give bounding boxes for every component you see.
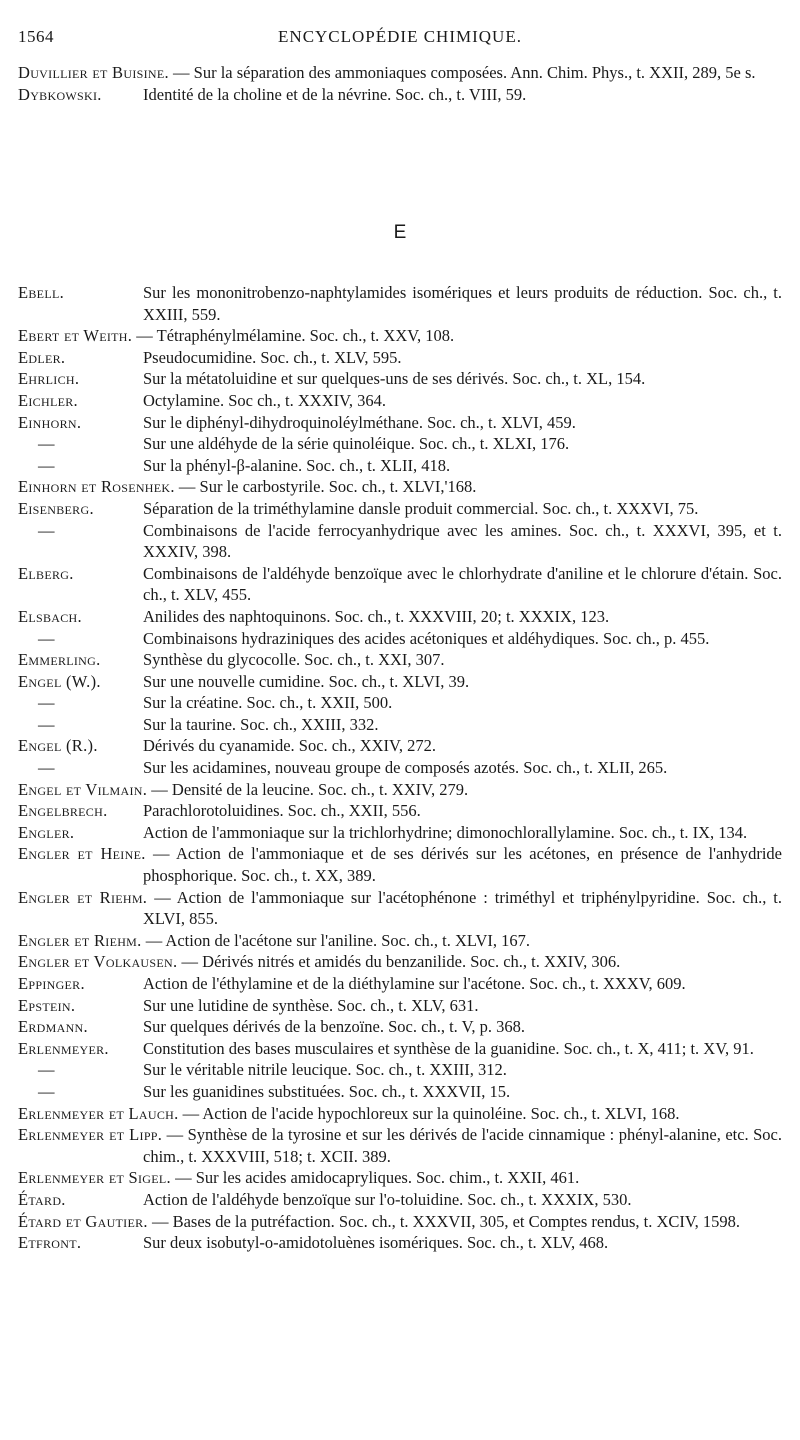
entry-author: Erlenmeyer et Sigel. bbox=[18, 1168, 171, 1188]
bibliography-entry bbox=[18, 995, 782, 1017]
page-number: 1564 bbox=[18, 27, 54, 46]
entry-text: Sur les acidamines, nouveau groupe de composés azotés. Soc. ch., t. XLII, 265. bbox=[143, 758, 668, 778]
bibliography-entry bbox=[18, 325, 782, 347]
bibliography-entry bbox=[18, 1081, 782, 1103]
bibliography-entry bbox=[18, 282, 782, 325]
bibliography-entry bbox=[18, 455, 782, 477]
entry-text: Sur le véritable nitrile leucique. Soc. ch., t. XXIII, 312. bbox=[143, 1060, 507, 1080]
entry-author: Ebert et Weith. bbox=[18, 326, 133, 346]
entry-author: Edler. bbox=[18, 347, 66, 367]
entry-author: Erlenmeyer et Lipp. bbox=[18, 1125, 163, 1145]
ditto-dash: — bbox=[38, 628, 55, 648]
entry-text: Combinaisons de l'acide ferrocyanhydrique avec les amines. Soc. ch., t. XXXVI, 395, et t. XXXIV, 398. bbox=[143, 520, 782, 562]
entry-text: Sur le diphényl-dihydroquinoléylméthane. Soc. ch., t. XLVI, 459. bbox=[143, 412, 576, 432]
entry-text: Séparation de la triméthylamine dansle produit commercial. Soc. ch., t. XXXVI, 75. bbox=[143, 498, 699, 518]
entry-text: Sur une lutidine de synthèse. Soc. ch., t. XLV, 631. bbox=[143, 995, 479, 1015]
bibliography-entry bbox=[18, 1189, 782, 1211]
entry-text: Identité de la choline et de la névrine. Soc. ch., t. VIII, 59. bbox=[143, 84, 527, 104]
entry-author: Erlenmeyer et Lauch. bbox=[18, 1103, 179, 1123]
bibliography-entry bbox=[18, 1232, 782, 1254]
entry-author: Engel et Vilmain. bbox=[18, 779, 148, 799]
ditto-dash: — bbox=[38, 758, 55, 778]
entry-text: Action de l'ammoniaque sur la trichlorhydrine; dimonochlorallylamine. Soc. ch., t. IX, 134. bbox=[143, 822, 748, 842]
entry-author: Einhorn. bbox=[18, 412, 82, 432]
entry-text: — Tétraphénylmélamine. Soc. ch., t. XXV, 108. bbox=[136, 326, 455, 346]
ditto-dash: — bbox=[38, 455, 55, 475]
entry-text: — Bases de la putréfaction. Soc. ch., t. XXXVII, 305, et Comptes rendus, t. XCIV, 1598. bbox=[151, 1211, 741, 1231]
entry-text: — Sur le carbostyrile. Soc. ch., t. XLVI,'168. bbox=[178, 477, 477, 497]
entry-author: Emmerling. bbox=[18, 650, 101, 670]
bibliography-entry bbox=[18, 649, 782, 671]
bibliography-entry bbox=[18, 843, 782, 886]
entry-author: Eichler. bbox=[18, 390, 78, 410]
entry-author: Engler et Volkausen. bbox=[18, 952, 178, 972]
entry-text: Sur une aldéhyde de la série quinoléique. Soc. ch., t. XLXI, 176. bbox=[143, 434, 570, 454]
entry-text: Octylamine. Soc ch., t. XXXIV, 364. bbox=[143, 390, 387, 410]
entry-text: — Action de l'acétone sur l'aniline. Soc. ch., t. XLVI, 167. bbox=[145, 930, 531, 950]
ditto-dash: — bbox=[38, 434, 55, 454]
bibliography-entry bbox=[18, 779, 782, 801]
entry-text: — Densité de la leucine. Soc. ch., t. XXIV, 279. bbox=[151, 779, 469, 799]
bibliography-entry bbox=[18, 973, 782, 995]
entry-text: Action de l'aldéhyde benzoïque sur l'o-toluidine. Soc. ch., t. XXXIX, 530. bbox=[143, 1189, 632, 1209]
entry-text: Sur la créatine. Soc. ch., t. XXII, 500. bbox=[143, 693, 393, 713]
bibliography-entry bbox=[18, 800, 782, 822]
bibliography-entry bbox=[18, 628, 782, 650]
entry-author: Engler et Riehm. bbox=[18, 887, 148, 907]
entry-text: Synthèse du glycocolle. Soc. ch., t. XXI, 307. bbox=[143, 650, 445, 670]
entry-text: Sur la taurine. Soc. ch., XXIII, 332. bbox=[143, 714, 379, 734]
entry-author: Engelbrech. bbox=[18, 801, 108, 821]
entry-text: — Action de l'ammoniaque sur l'acétophénone : triméthyl et triphénylpyridine. Soc. ch., t. XLVI, 855. bbox=[143, 887, 783, 929]
entry-author: Étard et Gautier. bbox=[18, 1211, 148, 1231]
entry-text: Sur quelques dérivés de la benzoïne. Soc. ch., t. V, p. 368. bbox=[143, 1017, 526, 1037]
entry-text: — Synthèse de la tyrosine et sur les dérivés de l'acide cinnamique : phényl-alanine, etc. Soc. chim., t. XXXVIII, 518; t. XCII. 389. bbox=[143, 1125, 782, 1166]
bibliography-entry bbox=[18, 347, 782, 369]
entry-author: Duvillier et Buisine. bbox=[18, 63, 169, 82]
entry-author: Eppinger. bbox=[18, 974, 85, 993]
bibliography-entry bbox=[18, 930, 782, 952]
bibliography-entry bbox=[18, 433, 782, 455]
entry-author: Elberg. bbox=[18, 563, 74, 583]
bibliography-entry bbox=[18, 1124, 782, 1167]
entry-author: Engler et Riehm. bbox=[18, 930, 142, 950]
bibliography-entry bbox=[18, 84, 782, 106]
entry-author: Einhorn et Rosenhek. bbox=[18, 477, 175, 497]
bibliography-entry bbox=[18, 887, 782, 930]
entry-author: Etfront. bbox=[18, 1233, 82, 1253]
entry-text: Sur les mononitrobenzo-naphtylamides isomériques et leurs produits de réduction. Soc. ch., t. XXIII, 559. bbox=[143, 283, 782, 324]
top-entries bbox=[18, 62, 782, 105]
bibliography-entry bbox=[18, 368, 782, 390]
ditto-dash: — bbox=[38, 693, 55, 713]
entry-author: Engel (R.). bbox=[18, 736, 98, 756]
entry-text: — Sur les acides amidocapryliques. Soc. chim., t. XXII, 461. bbox=[175, 1168, 580, 1188]
page-header bbox=[18, 26, 782, 52]
entry-text: — Dérivés nitrés et amidés du benzanilide. Soc. ch., t. XXIV, 306. bbox=[181, 952, 621, 972]
entry-author: Engler. bbox=[18, 822, 75, 842]
bibliography-entry bbox=[18, 606, 782, 628]
bibliography-entry bbox=[18, 692, 782, 714]
running-title: ENCYCLOPÉDIE CHIMIQUE. bbox=[278, 27, 522, 46]
entry-text: Constitution des bases musculaires et synthèse de la guanidine. Soc. ch., t. X, 411; t. XV, 91. bbox=[143, 1038, 754, 1058]
bibliography-entry bbox=[18, 1211, 782, 1233]
entry-text: Combinaisons de l'aldéhyde benzoïque avec le chlorhydrate d'aniline et le chlorure d'étain. Soc. ch., t. XLV, 455. bbox=[143, 563, 782, 605]
entry-text: Action de l'éthylamine et de la diéthylamine sur l'acétone. Soc. ch., t. XXXV, 609. bbox=[143, 974, 686, 993]
bibliography-entry bbox=[18, 1167, 782, 1189]
bibliography-entry bbox=[18, 822, 782, 844]
bibliography-entry bbox=[18, 62, 782, 84]
entry-text: Parachlorotoluidines. Soc. ch., XXII, 556. bbox=[143, 801, 421, 821]
ditto-dash: — bbox=[38, 1060, 55, 1080]
bibliography-entry bbox=[18, 671, 782, 693]
bibliography-entry bbox=[18, 520, 782, 563]
bibliography-entry bbox=[18, 951, 782, 973]
bibliography-entry bbox=[18, 390, 782, 412]
entry-text: — Action de l'acide hypochloreux sur la quinoléine. Soc. ch., t. XLVI, 168. bbox=[182, 1103, 680, 1123]
entry-author: Ebell. bbox=[18, 283, 64, 302]
entry-author: Erdmann. bbox=[18, 1017, 88, 1037]
entry-text: Sur une nouvelle cumidine. Soc. ch., t. XLVI, 39. bbox=[143, 671, 470, 691]
bibliography-entry bbox=[18, 1103, 782, 1125]
entry-text: Dérivés du cyanamide. Soc. ch., XXIV, 272. bbox=[143, 736, 436, 756]
entry-author: Elsbach. bbox=[18, 606, 82, 626]
entry-text: Combinaisons hydraziniques des acides acétoniques et aldéhydiques. Soc. ch., p. 455. bbox=[143, 628, 710, 648]
entry-text: Sur la métatoluidine et sur quelques-uns de ses dérivés. Soc. ch., t. XL, 154. bbox=[143, 369, 646, 389]
bibliography-entry bbox=[18, 1016, 782, 1038]
entry-text: Sur la phényl-β-alanine. Soc. ch., t. XLII, 418. bbox=[143, 455, 451, 475]
ditto-dash: — bbox=[38, 714, 55, 734]
ditto-dash: — bbox=[38, 520, 55, 540]
entry-text: — Sur la séparation des ammoniaques composées. Ann. Chim. Phys., t. XXII, 289, 5e s. bbox=[173, 63, 756, 82]
entry-author: Dybkowski. bbox=[18, 84, 102, 104]
entry-author: Epstein. bbox=[18, 995, 76, 1015]
entry-text: Anilides des naphtoquinons. Soc. ch., t. XXXVIII, 20; t. XXXIX, 123. bbox=[143, 606, 610, 626]
entry-author: Engel (W.). bbox=[18, 671, 101, 691]
entry-author: Ehrlich. bbox=[18, 369, 80, 389]
entry-text: Sur les guanidines substituées. Soc. ch., t. XXXVII, 15. bbox=[143, 1081, 511, 1101]
bibliography-entry bbox=[18, 714, 782, 736]
bibliography-entry bbox=[18, 412, 782, 434]
entry-text: Pseudocumidine. Soc. ch., t. XLV, 595. bbox=[143, 347, 402, 367]
bibliography-list bbox=[18, 282, 782, 1254]
ditto-dash: — bbox=[38, 1081, 55, 1101]
entry-author: Engler et Heine. bbox=[18, 844, 146, 864]
bibliography-entry bbox=[18, 1059, 782, 1081]
bibliography-entry bbox=[18, 735, 782, 757]
entry-author: Étard. bbox=[18, 1189, 66, 1209]
bibliography-entry bbox=[18, 498, 782, 520]
bibliography-entry bbox=[18, 476, 782, 498]
entry-text: — Action de l'ammoniaque et de ses dérivés sur les acétones, en présence de l'anhydride phosphorique. Soc. ch., t. XX, 389. bbox=[143, 844, 782, 886]
entry-text: Sur deux isobutyl-o-amidotoluènes isomériques. Soc. ch., t. XLV, 468. bbox=[143, 1233, 609, 1253]
entry-author: Eisenberg. bbox=[18, 498, 94, 518]
bibliography-entry bbox=[18, 563, 782, 606]
bibliography-entry bbox=[18, 1038, 782, 1060]
section-letter: E bbox=[393, 222, 407, 243]
entry-author: Erlenmeyer. bbox=[18, 1038, 109, 1058]
bibliography-entry bbox=[18, 757, 782, 779]
